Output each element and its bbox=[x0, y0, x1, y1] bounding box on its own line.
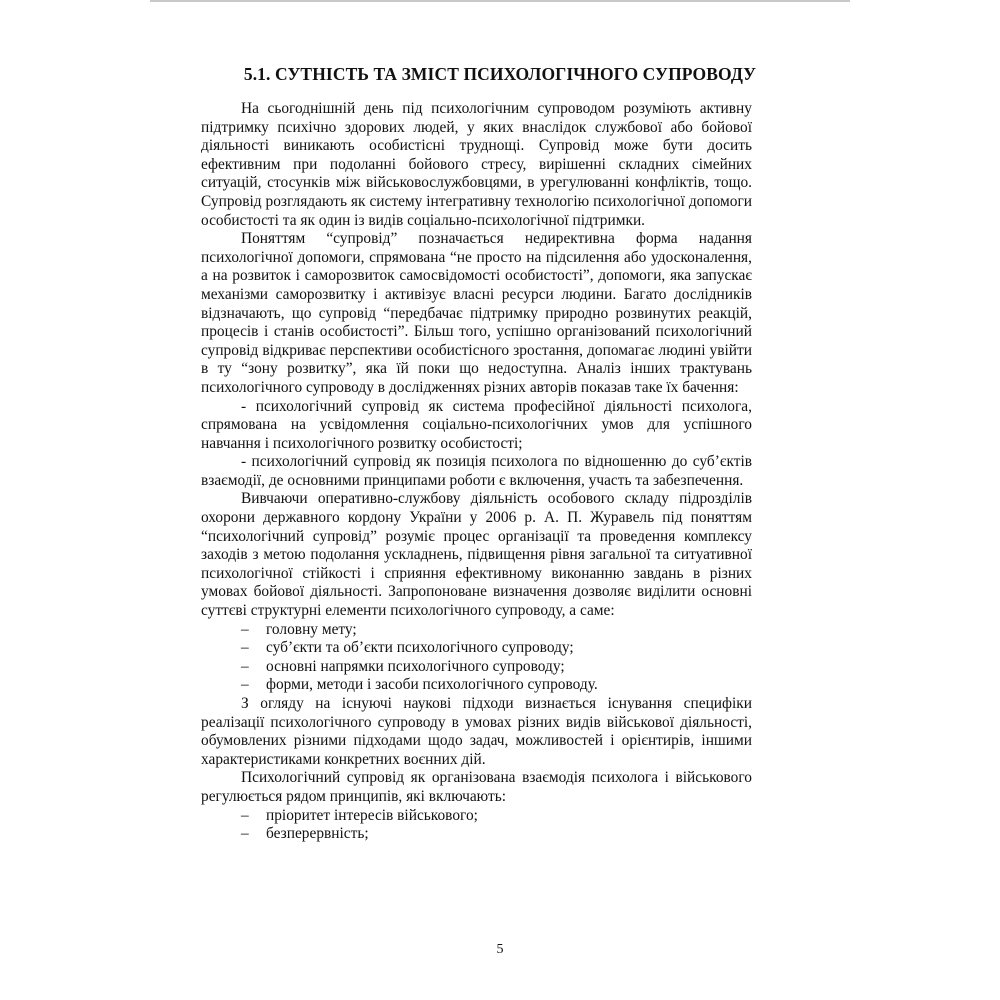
dash-marker: – bbox=[241, 806, 249, 824]
list-item bbox=[201, 676, 752, 695]
paragraph-intro: На сьогоднішній день під психологічним супроводом розуміють активну підтримку психічно здорових людей, у яких внаслідок службової або бойової діяльності виникають особистісні труднощі. Супровід може бути досить ефективним при подоланні бойового стресу, вирішенні складних сімейних ситуацій, стосунків між військовослужбовцями, в урегулюванні конфліктів, тощо. Супровід розглядають як систему інтегративну технологію психологічної допомоги особистості та як один із видів соціально-психологічної підтримки. bbox=[201, 100, 752, 229]
list-item bbox=[201, 658, 752, 677]
dash-marker: – bbox=[241, 676, 249, 694]
page-number: 5 bbox=[496, 942, 504, 957]
views-list bbox=[201, 398, 752, 491]
section-title: 5.1. СУТНІСТЬ ТА ЗМІСТ ПСИХОЛОГІЧНОГО СУПРОВОДУ bbox=[243, 64, 757, 84]
list-item-text: головну мету; bbox=[266, 620, 357, 638]
list-item-text: форми, методи і засоби психологічного супроводу. bbox=[266, 676, 598, 694]
views-list-item: - психологічний супровід як система професійної діяльності психолога, спрямована на усвідомлення соціально-психологічних умов для успішного навчання і психологічного розвитку особистості; bbox=[201, 397, 752, 452]
principles-list bbox=[201, 807, 752, 844]
page-top-edge bbox=[150, 0, 850, 2]
dash-marker: – bbox=[241, 620, 249, 638]
paragraph-zhuravel: Вивчаючи оперативно-службову діяльність особового складу підрозділів охорони державного кордону України у 2006 р. А. П. Журавель під поняттям “психологічний супровід” розуміє процес організації та проведення комплексу заходів з метою подолання ускладнень, підвищення рівня загальної та ситуативної психологічної стійкості і сприяння ефективному виконанню завдань в різних умовах бойової діяльності. Запропоноване визначення дозволяє виділити основні суттєві структурні елементи психологічного супроводу, а саме: bbox=[201, 490, 752, 620]
paragraph-specifics: З огляду на існуючі наукові підходи визнається існування специфіки реалізації психологічного супроводу в умовах різних видів військової діяльності, обумовлених різними підходами щодо задач, можливостей і орієнтирів, іншими характеристиками конкретних воєнних дій. bbox=[201, 695, 752, 768]
dash-marker: – bbox=[241, 825, 249, 843]
list-item-text: пріоритет інтересів військового; bbox=[266, 806, 478, 824]
dash-marker: – bbox=[241, 639, 249, 657]
list-item-text: суб’єкти та об’єкти психологічного супроводу; bbox=[266, 639, 574, 657]
list-item-text: безперервність; bbox=[266, 825, 369, 843]
dash-marker: – bbox=[241, 657, 249, 675]
list-item bbox=[201, 825, 752, 844]
elements-list bbox=[201, 621, 752, 695]
paragraph-definition: Поняттям “супровід” позначається недирективна форма надання психологічної допомоги, спрямована “не просто на підсилення або удосконалення, а на розвиток і саморозвиток самосвідомості особистості”, допомоги, яка запускає механізми саморозвитку і активізує власні ресурси людини. Багато дослідників відзначають, що супровід “передбачає підтримку природно розвинутих реакцій, процесів і станів особистості”. Більш того, успішно організований психологічний супровід відкриває перспективи особистісного зростання, допомагає людині увійти в ту “зону розвитку”, яка їй поки що недоступна. Аналіз інших трактувань психологічного супроводу в дослідженнях різних авторів показав таке їх бачення: bbox=[201, 230, 752, 396]
views-list-item: - психологічний супровід як позиція психолога по відношенню до суб’єктів взаємодії, де основними принципами роботи є включення, участь та забезпечення. bbox=[201, 453, 752, 489]
list-item bbox=[201, 807, 752, 826]
document-body bbox=[201, 100, 752, 844]
paragraph-principles: Психологічний супровід як організована взаємодія психолога і військового регулюється рядом принципів, які включають: bbox=[201, 769, 752, 805]
list-item-text: основні напрямки психологічного супроводу; bbox=[266, 657, 565, 675]
list-item bbox=[201, 639, 752, 658]
list-item bbox=[201, 621, 752, 640]
